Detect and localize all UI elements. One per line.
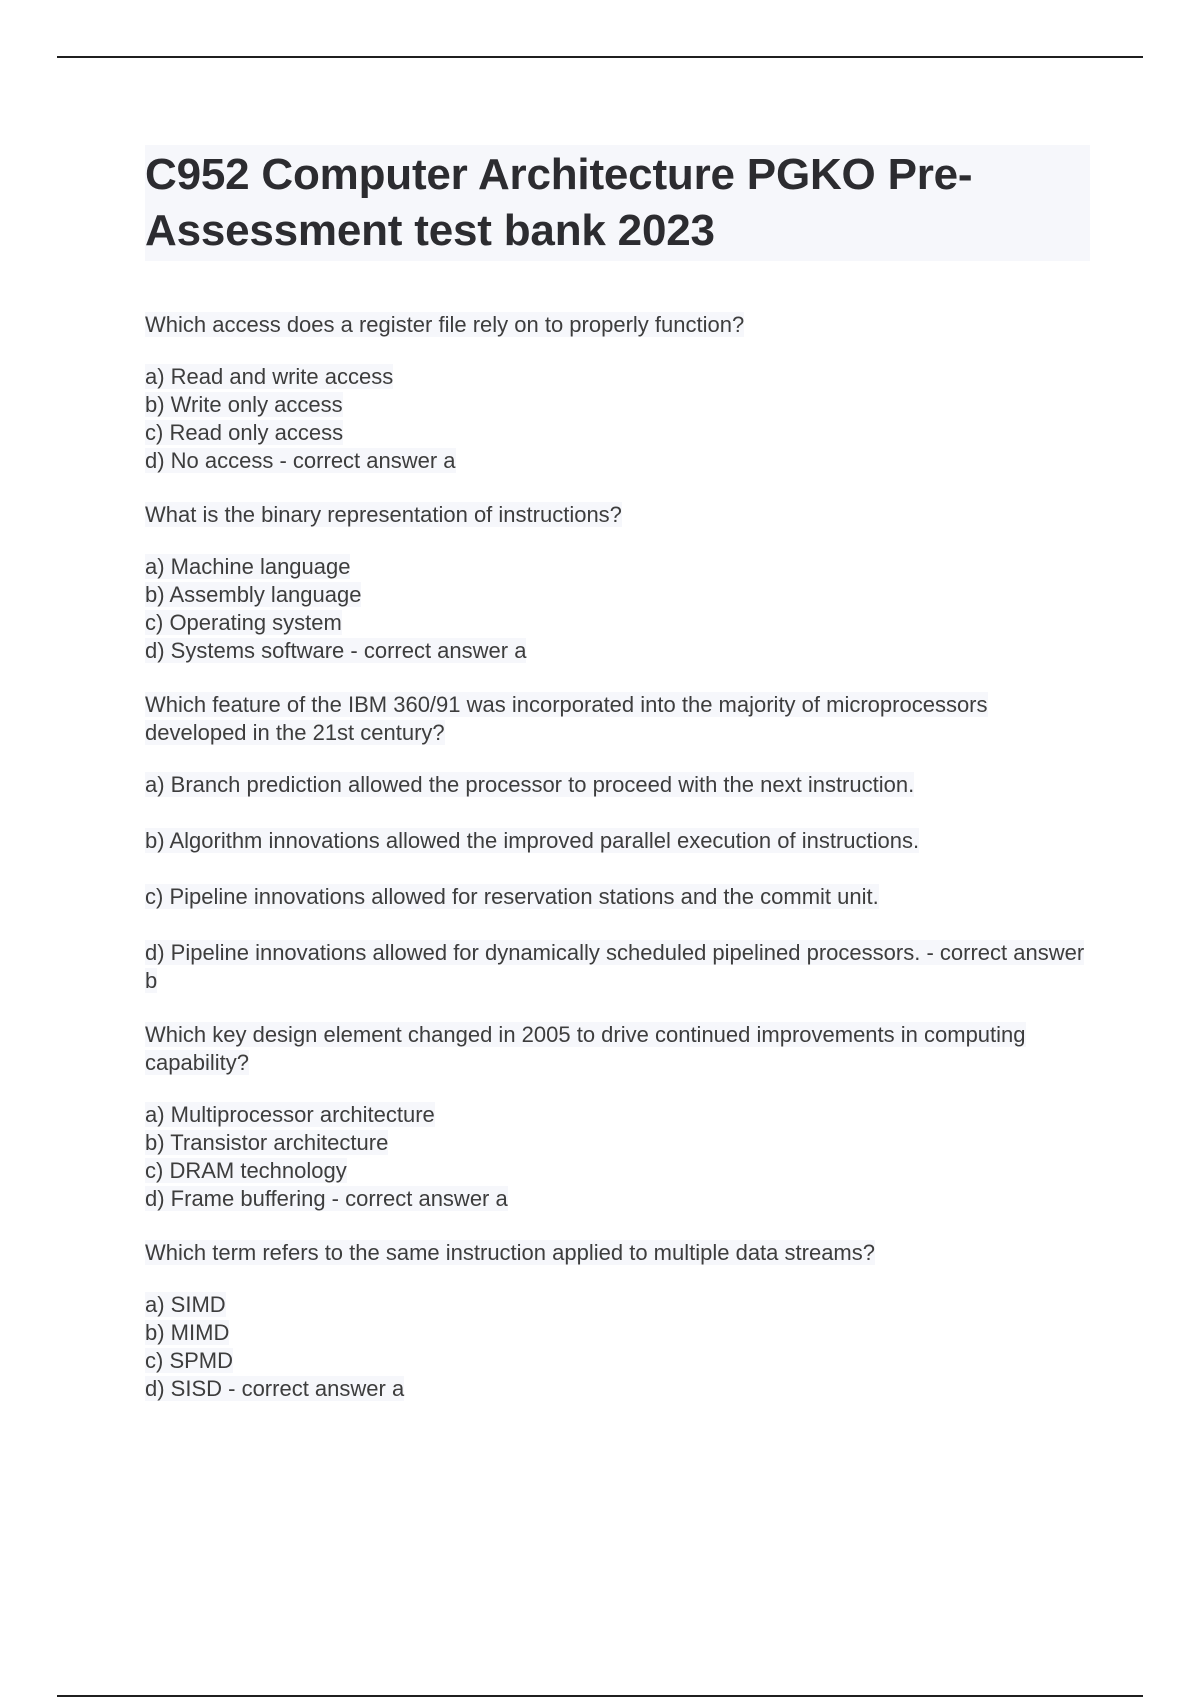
question-text (145, 311, 1090, 339)
answer-option-text: b) Algorithm innovations allowed the improved parallel execution of instructions. (145, 828, 920, 853)
answer-option (145, 1129, 1090, 1157)
answer-option-text: b) Transistor architecture (145, 1130, 389, 1155)
answer-option-text: a) SIMD (145, 1292, 226, 1317)
answer-option (145, 581, 1090, 609)
answer-option (145, 1375, 1090, 1403)
answer-option (145, 553, 1090, 581)
question-text (145, 1239, 1090, 1267)
question-text-highlight: Which key design element changed in 2005 to drive continued improvements in computing capability? (145, 1022, 1026, 1075)
answer-option-text: b) Write only access (145, 392, 343, 417)
question-block (145, 691, 1090, 995)
answer-option-text: d) Pipeline innovations allowed for dynamically scheduled pipelined processors. - correct answer b (145, 940, 1085, 993)
answer-option-text: c) Operating system (145, 610, 342, 635)
question-block (145, 501, 1090, 665)
answer-option (145, 419, 1090, 447)
answer-option-text: c) DRAM technology (145, 1158, 347, 1183)
title-block (145, 145, 1090, 261)
answer-option (145, 1157, 1090, 1185)
answer-option-text: d) No access - correct answer a (145, 448, 456, 473)
question-text (145, 501, 1090, 529)
answer-option (145, 391, 1090, 419)
answer-option (145, 1101, 1090, 1129)
answer-option (145, 1291, 1090, 1319)
answer-option-text: a) Multiprocessor architecture (145, 1102, 435, 1127)
answer-option-text: a) Branch prediction allowed the processor to proceed with the next instruction. (145, 772, 915, 797)
question-text (145, 691, 1090, 747)
answer-option (145, 883, 1090, 911)
answer-option (145, 363, 1090, 391)
answer-option (145, 827, 1090, 855)
document-title: C952 Computer Architecture PGKO Pre-Assessment test bank 2023 (145, 150, 973, 255)
bottom-rule (57, 1695, 1143, 1697)
answer-options (145, 771, 1090, 995)
question-text-highlight: Which feature of the IBM 360/91 was incorporated into the majority of microprocessors developed in the 21st century? (145, 692, 988, 745)
answer-options (145, 1101, 1090, 1213)
question-block (145, 1021, 1090, 1213)
answer-option (145, 939, 1090, 995)
question-text-highlight: Which access does a register file rely on to properly function? (145, 312, 745, 337)
answer-option-text: c) Read only access (145, 420, 344, 445)
question-text (145, 1021, 1090, 1077)
question-block (145, 311, 1090, 475)
question-text-highlight: What is the binary representation of instructions? (145, 502, 622, 527)
answer-options (145, 1291, 1090, 1403)
question-block (145, 1239, 1090, 1403)
answer-option (145, 609, 1090, 637)
top-rule (57, 56, 1143, 58)
answer-option (145, 1319, 1090, 1347)
answer-option (145, 637, 1090, 665)
answer-option-text: d) Systems software - correct answer a (145, 638, 527, 663)
answer-option (145, 771, 1090, 799)
answer-option (145, 1185, 1090, 1213)
answer-option-text: d) Frame buffering - correct answer a (145, 1186, 508, 1211)
question-text-highlight: Which term refers to the same instruction applied to multiple data streams? (145, 1240, 875, 1265)
answer-option-text: a) Read and write access (145, 364, 394, 389)
document-body (145, 145, 1090, 1403)
answer-option (145, 447, 1090, 475)
answer-options (145, 553, 1090, 665)
answer-option (145, 1347, 1090, 1375)
answer-option-text: a) Machine language (145, 554, 351, 579)
answer-option-text: d) SISD - correct answer a (145, 1376, 405, 1401)
answer-option-text: b) Assembly language (145, 582, 362, 607)
answer-option-text: b) MIMD (145, 1320, 230, 1345)
answer-option-text: c) SPMD (145, 1348, 233, 1373)
answer-options (145, 363, 1090, 475)
answer-option-text: c) Pipeline innovations allowed for reservation stations and the commit unit. (145, 884, 879, 909)
